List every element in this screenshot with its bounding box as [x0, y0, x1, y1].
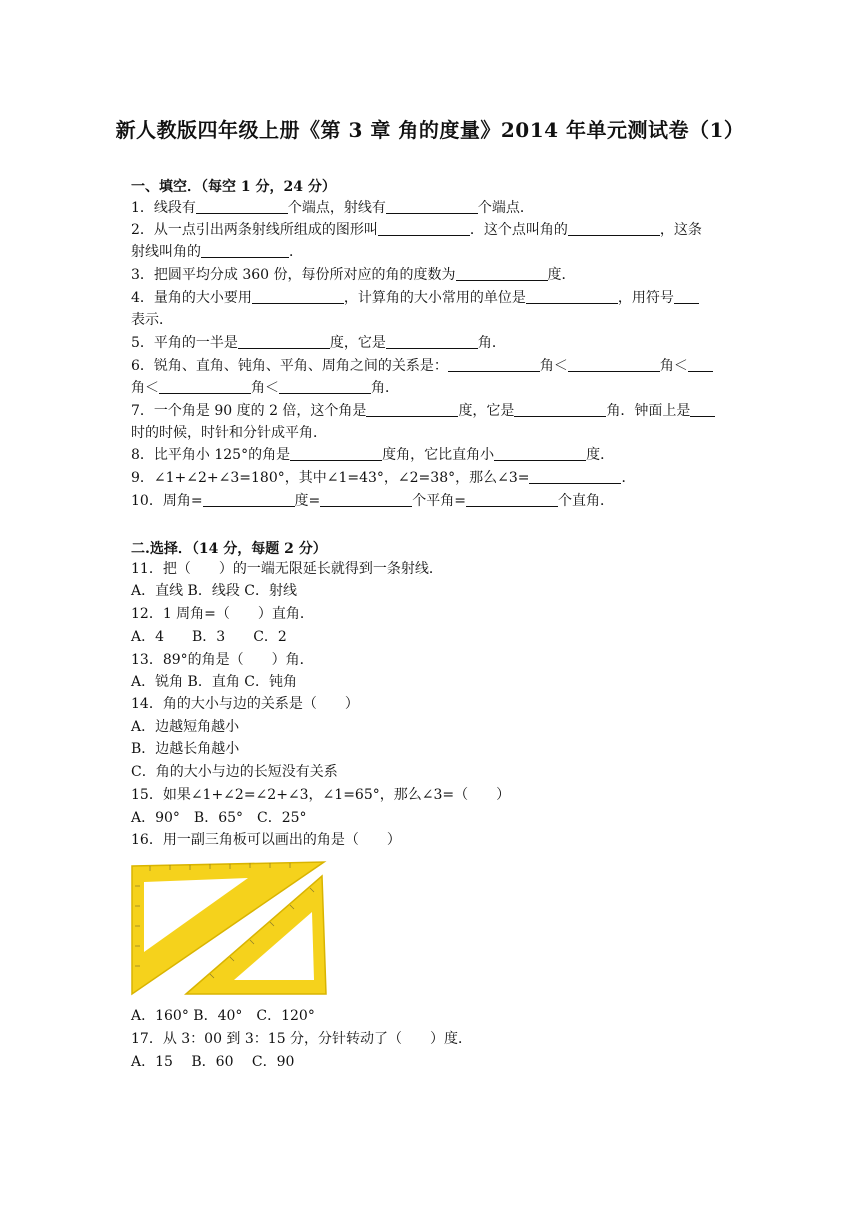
q13-options: A．锐角 B．直角 C．钝角 [131, 674, 298, 690]
q3-text-a: 3．把圆平均分成 360 份，每份所对应的角的度数为 [131, 267, 456, 283]
q7-text-c: 角．钟面上是 [606, 403, 691, 419]
q1-text-a: 1．线段有 [131, 200, 196, 216]
answer-blank[interactable] [529, 469, 621, 484]
q17-options: A．15 B．60 C．90 [131, 1054, 295, 1070]
q14-line: 14．角的大小与边的关系是（ ） [131, 696, 359, 712]
q8-text-b: 度角，它比直角小 [382, 447, 495, 463]
section2-heading: 二.选择．（14 分，每题 2 分） [131, 541, 327, 557]
q7-text-a: 7．一个角是 90 度的 2 倍，这个角是 [131, 403, 367, 419]
question-1 [131, 199, 534, 217]
answer-blank[interactable] [378, 221, 470, 236]
answer-blank[interactable] [366, 402, 458, 417]
q9-text-a: 9．∠1+∠2+∠3=180°，其中∠1=43°，∠2=38°，那么∠3= [131, 470, 530, 486]
triangle-rulers-image [130, 856, 330, 996]
q9-text-b: ． [621, 470, 636, 486]
q11-options: A．直线 B．线段 C．射线 [131, 583, 298, 599]
q6-text-e: 角＜ [251, 380, 279, 396]
page-title: 新人教版四年级上册《第 3 章 角的度量》2014 年单元测试卷（1） [115, 118, 745, 142]
q4-text-a: 4．量角的大小要用 [131, 290, 252, 306]
q5-text-a: 5．平角的一半是 [131, 335, 238, 351]
q10-text-b: 度= [294, 493, 321, 509]
q2-text-e: ． [289, 244, 303, 260]
question-7 [131, 402, 715, 420]
question-6-cont [131, 379, 399, 397]
answer-blank[interactable] [456, 266, 548, 281]
q12-options: A．4 B．3 C．2 [131, 629, 287, 645]
answer-blank[interactable] [568, 221, 660, 236]
q6-text-d: 角＜ [131, 380, 159, 396]
q2-text-d: 射线叫角的 [131, 244, 201, 260]
question-4-cont [131, 311, 173, 329]
answer-blank[interactable] [201, 243, 289, 258]
q12-line: 12．1 周角=（ ）直角． [131, 606, 314, 622]
question-2-cont [131, 243, 303, 261]
answer-blank[interactable] [279, 379, 371, 394]
question-3 [131, 266, 576, 284]
answer-blank[interactable] [568, 357, 660, 372]
q8-text-a: 8．比平角小 125°的角是 [131, 447, 291, 463]
answer-blank[interactable] [386, 199, 478, 214]
question-5 [131, 334, 506, 352]
answer-blank[interactable] [320, 492, 412, 507]
answer-blank[interactable] [252, 289, 344, 304]
q10-text-d: 个直角． [558, 493, 615, 509]
answer-blank[interactable] [690, 402, 715, 417]
q4-text-d: 表示． [131, 312, 173, 328]
answer-blank[interactable] [238, 334, 330, 349]
q6-text-b: 角＜ [539, 358, 568, 374]
q13-line: 13．89°的角是（ ）角． [131, 652, 314, 668]
q14-option-b: B．边越长角越小 [131, 741, 240, 757]
answer-blank[interactable] [290, 446, 382, 461]
q15-options: A．90° B．65° C．25° [131, 810, 307, 826]
q10-text-a: 10．周角= [131, 493, 203, 509]
q6-text-c: 角＜ [659, 358, 688, 374]
answer-blank[interactable] [203, 492, 295, 507]
answer-blank[interactable] [514, 402, 606, 417]
q2-text-c: ，这条 [659, 222, 702, 238]
q14-option-c: C．角的大小与边的长短没有关系 [131, 764, 338, 780]
q5-text-c: 角． [477, 335, 506, 351]
question-8 [131, 446, 614, 464]
q4-text-c: ，用符号 [617, 290, 674, 306]
q2-text-b: ．这个点叫角的 [469, 222, 568, 238]
q10-text-c: 个平角= [412, 493, 467, 509]
q14-option-a: A．边越短角越小 [131, 719, 240, 735]
q17-line: 17．从 3：00 到 3：15 分，分针转动了（ ）度． [131, 1031, 473, 1047]
section1-heading: 一、填空．（每空 1 分，24 分） [131, 179, 336, 195]
question-4 [131, 289, 699, 307]
q7-text-d: 时的时候，时针和分针成平角． [131, 425, 327, 441]
answer-blank[interactable] [688, 357, 713, 372]
q2-text-a: 2．从一点引出两条射线所组成的图形叫 [131, 222, 378, 238]
question-10 [131, 492, 614, 510]
q3-text-b: 度． [547, 267, 576, 283]
q15-line: 15．如果∠1+∠2=∠2+∠3，∠1=65°，那么∠3=（ ） [131, 787, 511, 803]
q6-text-f: 角． [371, 380, 399, 396]
answer-blank[interactable] [494, 446, 586, 461]
q5-text-b: 度，它是 [329, 335, 386, 351]
q8-text-c: 度． [586, 447, 615, 463]
q1-text-b: 个端点，射线有 [287, 200, 386, 216]
q1-text-c: 个端点． [477, 200, 534, 216]
answer-blank[interactable] [448, 357, 540, 372]
q11-line: 11．把（ ）的一端无限延长就得到一条射线． [131, 561, 443, 577]
question-9 [131, 469, 635, 487]
answer-blank[interactable] [466, 492, 558, 507]
answer-blank[interactable] [386, 334, 478, 349]
q16-line: 16．用一副三角板可以画出的角是（ ） [131, 832, 401, 848]
q4-text-b: ，计算角的大小常用的单位是 [343, 290, 526, 306]
answer-blank[interactable] [196, 199, 288, 214]
q6-text-a: 6．锐角、直角、钝角、平角、周角之间的关系是： [131, 358, 448, 374]
question-2 [131, 221, 702, 239]
question-6 [131, 357, 713, 375]
q7-text-b: 度，它是 [458, 403, 515, 419]
answer-blank[interactable] [526, 289, 618, 304]
q16-options: A．160° B．40° C．120° [131, 1008, 315, 1024]
answer-blank[interactable] [674, 289, 699, 304]
question-7-cont [131, 424, 327, 442]
answer-blank[interactable] [159, 379, 251, 394]
